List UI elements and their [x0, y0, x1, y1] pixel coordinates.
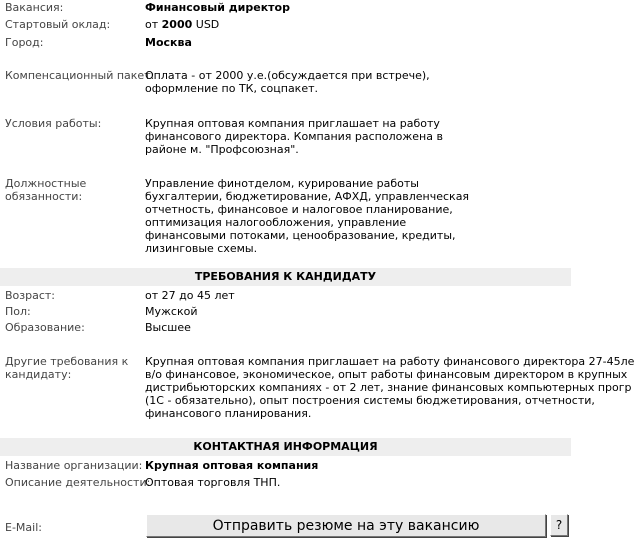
compensation-label: Компенсационный пакет:: [5, 69, 155, 82]
contact-section-title: КОНТАКТНАЯ ИНФОРМАЦИЯ: [193, 440, 378, 453]
salary-label: Стартовый оклад:: [5, 18, 111, 31]
requirements-section-title: ТРЕБОВАНИЯ К КАНДИДАТУ: [194, 270, 377, 283]
help-button[interactable]: ?: [550, 514, 568, 536]
education-label: Образование:: [5, 321, 85, 334]
email-label: E-Mail:: [5, 521, 42, 534]
city-value: Москва: [145, 36, 192, 49]
age-value: от 27 до 45 лет: [145, 289, 235, 302]
salary-prefix: от: [145, 18, 162, 31]
vacancy-value: Финансовый директор: [145, 1, 290, 14]
education-value: Высшее: [145, 321, 191, 334]
org-name-label: Название организации:: [5, 459, 143, 472]
conditions-value: Крупная оптовая компания приглашает на работу финансового директора. Компания расположена в районе м. "Профсоюзная".: [145, 117, 443, 156]
other-requirements-value: Крупная оптовая компания приглашает на работу финансового директора 27-45ле в/о финансовое, экономическое, опыт работы финансовым директором в крупных дистрибьюторских компаниях - от 2 лет, знание финансовых компьютерных прогр (1С - обязательно), опыт построения системы бюджетирования, отчетности, финансового планирования.: [145, 355, 634, 420]
send-resume-button[interactable]: Отправить резюме на эту вакансию: [146, 514, 546, 537]
gender-value: Мужской: [145, 305, 198, 318]
salary-currency: USD: [192, 18, 220, 31]
salary-amount: 2000: [161, 18, 193, 31]
age-label: Возраст:: [5, 289, 56, 302]
duties-label: Должностные обязанности:: [5, 177, 87, 203]
gender-label: Пол:: [5, 305, 31, 318]
compensation-value: Оплата - от 2000 у.е.(обсуждается при встрече), оформление по ТК, соцпакет.: [145, 69, 430, 95]
vacancy-label: Вакансия:: [5, 1, 64, 14]
activity-value: Оптовая торговля ТНП.: [145, 476, 281, 489]
city-label: Город:: [5, 36, 44, 49]
conditions-label: Условия работы:: [5, 117, 102, 130]
other-requirements-label: Другие требования к кандидату:: [5, 355, 129, 381]
org-name-value: Крупная оптовая компания: [145, 459, 319, 472]
duties-value: Управление финотделом, курирование работы бухгалтерии, бюджетирование, АФХД, управленческая отчетность, финансовое и налоговое планирование, оптимизация налогообложения, управление финансовыми потоками, ценообразование, кредиты, лизинговые схемы.: [145, 177, 470, 255]
requirements-section-header: [0, 268, 571, 286]
activity-label: Описание деятельности:: [5, 476, 151, 489]
contact-section-header: [0, 438, 571, 456]
salary-value: [145, 18, 219, 31]
